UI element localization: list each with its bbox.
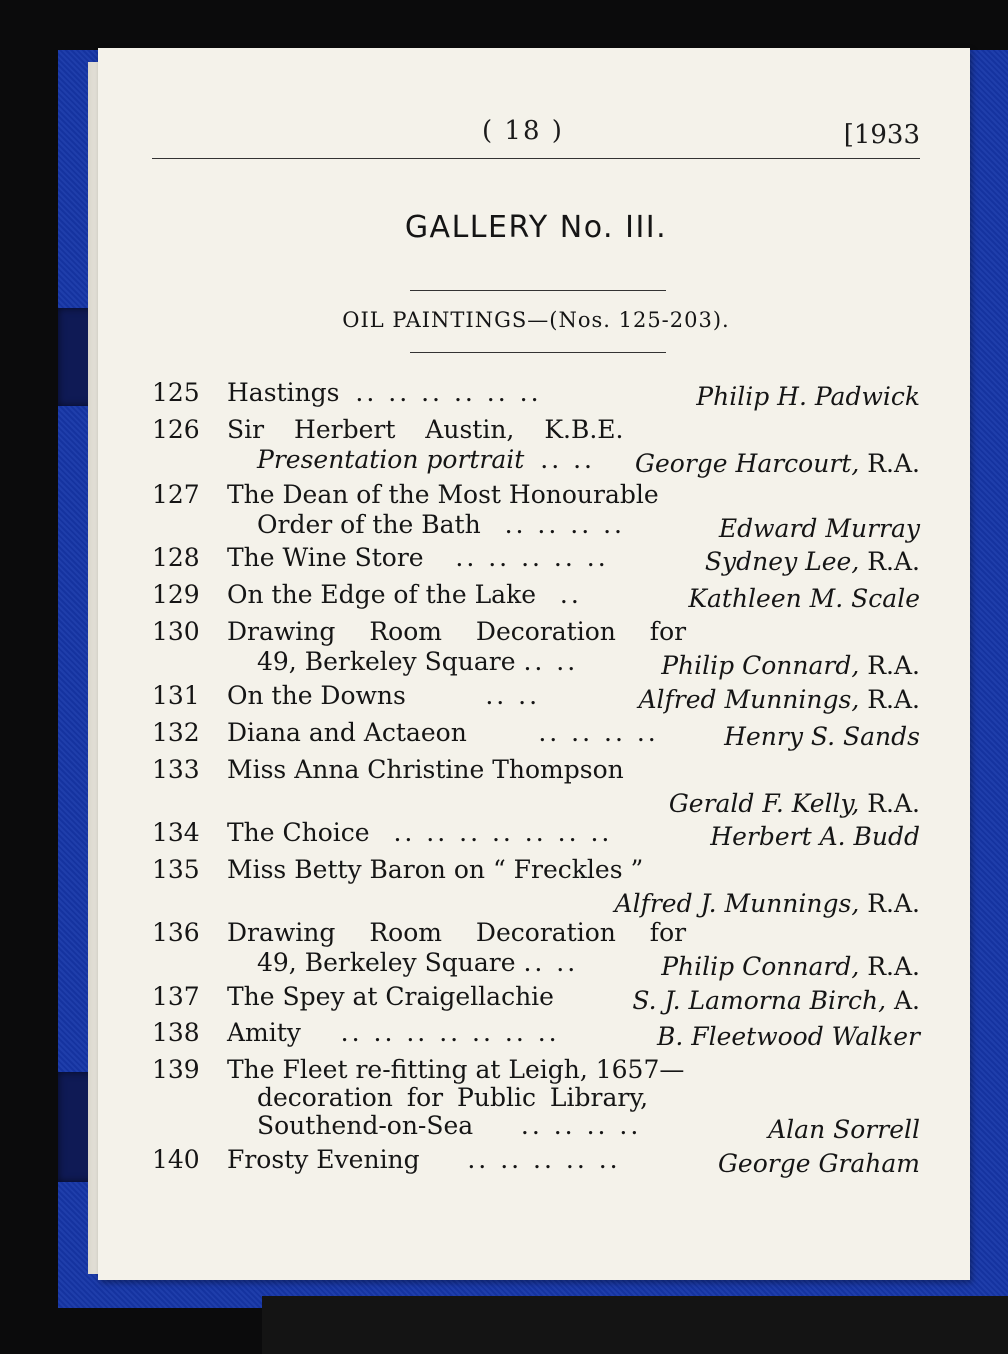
entry-number: 136	[152, 918, 200, 947]
entry-number: 131	[152, 681, 200, 710]
entry-number: 134	[152, 818, 200, 847]
header-year: [1933	[843, 120, 920, 150]
catalogue-entry	[152, 1055, 920, 1144]
entry-title: Miss Anna Christine Thompson	[227, 755, 624, 784]
entry-number: 129	[152, 580, 200, 609]
entry-list	[152, 0, 920, 1300]
entry-title: Amity .. .. .. .. .. .. ..	[227, 1018, 560, 1047]
entry-title: Diana and Actaeon .. .. .. ..	[227, 718, 659, 747]
entry-number: 125	[152, 378, 200, 407]
entry-artist: Philip H. Padwick	[696, 382, 920, 411]
entry-subtitle: Order of the Bath .. .. .. ..	[257, 510, 625, 539]
entry-subtitle: 49, Berkeley Square .. ..	[257, 948, 579, 977]
gallery-title: GALLERY No. III.	[404, 210, 668, 245]
entry-artist: Herbert A. Budd	[710, 822, 920, 851]
catalogue-entry	[152, 543, 920, 576]
entry-title: The Spey at Craigellachie	[227, 982, 554, 1011]
catalogue-entry	[152, 1018, 920, 1051]
entry-title: Drawing Room Decoration for	[227, 617, 687, 646]
entry-artist: Philip Connard, R.A.	[661, 651, 920, 680]
entry-title: Hastings .. .. .. .. .. ..	[227, 378, 542, 407]
background-shadow	[262, 1296, 1008, 1354]
entry-title: Frosty Evening .. .. .. .. ..	[227, 1145, 621, 1174]
entry-subtitle: 49, Berkeley Square .. ..	[257, 647, 579, 676]
entry-title: The Dean of the Most Honourable	[227, 480, 659, 509]
catalogue-entry	[152, 580, 920, 613]
entry-artist: Alan Sorrell	[768, 1115, 920, 1144]
catalogue-entry	[152, 755, 920, 818]
catalogue-entry	[152, 617, 920, 680]
entry-artist: B. Fleetwood Walker	[656, 1022, 920, 1051]
entry-number: 137	[152, 982, 200, 1011]
entry-title: Miss Betty Baron on “ Freckles ”	[227, 855, 644, 884]
entry-number: 127	[152, 480, 200, 509]
entry-title: Sir Herbert Austin, K.B.E.	[227, 415, 624, 444]
entry-number: 135	[152, 855, 200, 884]
entry-artist: Edward Murray	[718, 514, 920, 543]
entry-artist: S. J. Lamorna Birch, A.	[632, 986, 920, 1015]
catalogue-entry	[152, 982, 920, 1015]
entry-artist: Alfred J. Munnings, R.A.	[614, 889, 920, 918]
entry-artist: George Graham	[717, 1149, 920, 1178]
page-number: ( 18 )	[482, 116, 564, 146]
entry-number: 132	[152, 718, 200, 747]
entry-title: The Fleet re-fitting at Leigh, 1657—	[227, 1055, 685, 1084]
catalogue-entry	[152, 718, 920, 751]
catalogue-entry	[152, 681, 920, 714]
entry-title: On the Downs .. ..	[227, 681, 541, 710]
entry-artist: George Harcourt, R.A.	[635, 449, 920, 478]
catalogue-entry	[152, 480, 920, 543]
entry-number: 140	[152, 1145, 200, 1174]
catalogue-entry	[152, 855, 920, 918]
entry-artist: Kathleen M. Scale	[688, 584, 920, 613]
entry-title: The Wine Store .. .. .. .. ..	[227, 543, 609, 572]
entry-number: 139	[152, 1055, 200, 1084]
catalogue-entry	[152, 1145, 920, 1178]
catalogue-entry	[152, 918, 920, 981]
catalogue-entry	[152, 415, 920, 478]
entry-title: Drawing Room Decoration for	[227, 918, 687, 947]
entry-number: 128	[152, 543, 200, 572]
entry-title: On the Edge of the Lake ..	[227, 580, 582, 609]
catalogue-entry	[152, 818, 920, 851]
entry-subtitle: decoration for Public Library,	[257, 1083, 649, 1112]
catalogue-entry	[152, 378, 920, 411]
entry-artist: Alfred Munnings, R.A.	[638, 685, 920, 714]
section-title: OIL PAINTINGS—(Nos. 125-203).	[342, 308, 730, 332]
entry-number: 138	[152, 1018, 200, 1047]
entry-number: 133	[152, 755, 200, 784]
entry-number: 126	[152, 415, 200, 444]
entry-subtitle: Presentation portrait .. ..	[257, 445, 595, 474]
entry-artist: Henry S. Sands	[724, 722, 920, 751]
entry-title: The Choice .. .. .. .. .. .. ..	[227, 818, 613, 847]
entry-number: 130	[152, 617, 200, 646]
entry-artist: Gerald F. Kelly, R.A.	[668, 789, 920, 818]
entry-artist: Philip Connard, R.A.	[661, 952, 920, 981]
entry-artist: Sydney Lee, R.A.	[704, 547, 920, 576]
entry-subtitle: Southend-on-Sea .. .. .. ..	[257, 1111, 642, 1140]
